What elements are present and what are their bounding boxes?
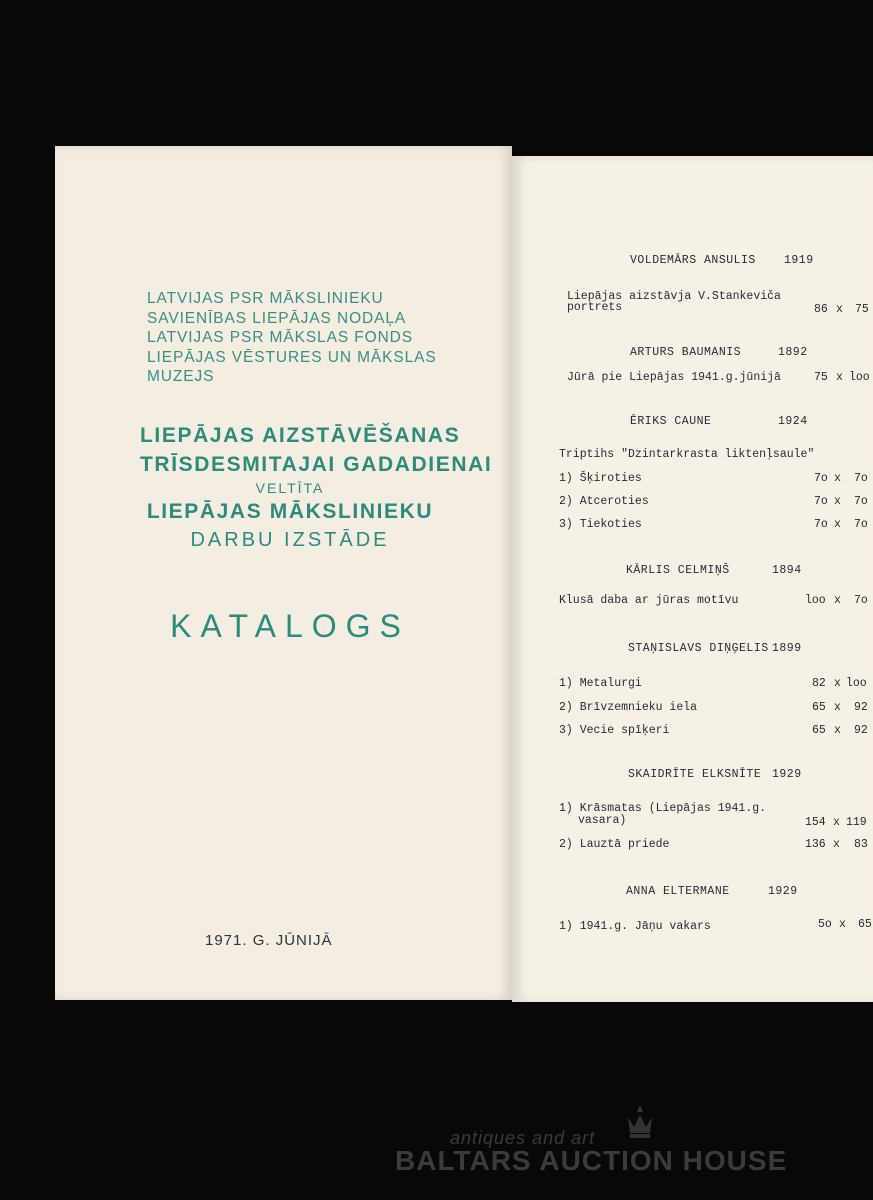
auction-house-watermark xyxy=(395,1128,865,1177)
artist-year: 1892 xyxy=(778,346,808,359)
artist-name: ANNA ELTERMANE xyxy=(626,885,730,898)
work-width: 65 xyxy=(812,701,826,714)
work-width: 5o xyxy=(818,918,832,931)
watermark-tagline: antiques and art xyxy=(450,1128,596,1148)
work-title: Klusā daba ar jūras motīvu xyxy=(559,594,739,607)
exhibition-date: 1971. G. JŪNIJĀ xyxy=(205,932,333,949)
work-title: Liepājas aizstāvja V.Stankeviča xyxy=(567,290,781,303)
work-title-cont: portrets xyxy=(567,301,623,314)
work-height: 92 xyxy=(854,701,868,714)
watermark-name: BALTARS AUCTION HOUSE xyxy=(395,1145,788,1176)
work-width: 65 xyxy=(812,724,826,737)
title-line: VELTĪTA xyxy=(255,480,325,496)
work-title: 2) Brīvzemnieku iela xyxy=(559,701,698,714)
work-title: 2) Atceroties xyxy=(559,495,649,508)
work-width: 75 xyxy=(814,371,828,384)
artist-name: SKAIDRĪTE ELKSNĪTE xyxy=(628,768,762,781)
work-height: 65 xyxy=(858,918,872,931)
work-height: 92 xyxy=(854,724,868,737)
artist-year: 1919 xyxy=(784,254,814,267)
work-title: 1) Krāsmatas (Liepājas 1941.g. xyxy=(559,802,767,815)
artist-name: ĒRIKS CAUNE xyxy=(630,415,712,428)
triptych-title: Triptihs "Dzintarkrasta liktenļsaule" xyxy=(559,448,815,461)
work-height: 7o xyxy=(854,518,868,531)
work-width: 7o xyxy=(814,495,828,508)
work-width: 82 xyxy=(812,677,826,690)
catalog-heading: KATALOGS xyxy=(170,608,410,644)
publisher-block xyxy=(147,289,467,387)
work-width: loo xyxy=(805,594,826,607)
artist-year: 1929 xyxy=(768,885,798,898)
work-height: 7o xyxy=(854,495,868,508)
publisher-line: LIEPĀJAS VĒSTURES UN MĀKSLAS xyxy=(147,348,437,366)
title-line: DARBU IZSTĀDE xyxy=(190,529,390,551)
work-title: Jūrā pie Liepājas 1941.g.jūnijā xyxy=(567,371,781,384)
exhibition-title xyxy=(140,421,493,554)
work-title: 1) Metalurgi xyxy=(559,677,642,690)
work-title: 3) Vecie spīķeri xyxy=(559,724,670,737)
work-height: loo xyxy=(849,371,870,384)
work-width: 136 xyxy=(805,838,826,851)
work-title: 2) Lauztā priede xyxy=(559,838,670,851)
artist-year: 1924 xyxy=(778,415,808,428)
publisher-line: MUZEJS xyxy=(147,368,215,385)
work-height: 7o xyxy=(854,472,868,485)
work-height: 119 xyxy=(846,816,867,829)
artist-name: ARTURS BAUMANIS xyxy=(630,346,742,359)
work-title: 1) Šķiroties xyxy=(559,472,642,485)
work-height: 7o xyxy=(854,594,868,607)
catalog-list-page: VOLDEMĀRS ANSULIS 1919 Liepājas aizstāvja V.Stankeviča portrets 86 x 75 ARTURS BAUMANIS 1892 Jūrā pie Liepājas 1941.g.jūnijā 75 x loo ĒRIKS CAUNE 1924 Triptihs "Dzintarkrasta liktenļsaule" 1) Šķiroties 7o x 7o 2) Atceroties 7o x 7o 3) Tiekoties 7o x 7o KĀRLIS CELMIŅŠ 1894 Klusā daba ar jūras motīvu loo x 7o STAŅISLAVS DIŅĢELIS 1899 1) Metalurgi 82 x loo 2) Brīvzemnieku iela 65 x 92 3) Vecie spīķeri 65 x 92 SKAIDRĪTE ELKSNĪTE 1929 1) Krāsmatas (Liepājas 1941.g. vasara) 154 x 119 2) Lauztā priede 136 x 83 ANNA ELTERMANE 1929 1) 1941.g. Jāņu vakars 5o x 65 xyxy=(512,156,873,1002)
work-height: 75 xyxy=(855,303,869,316)
work-height: 83 xyxy=(854,838,868,851)
title-line: LIEPĀJAS AIZSTĀVĒŠANAS xyxy=(140,424,461,447)
publisher-line: SAVIENĪBAS LIEPĀJAS NODAĻA xyxy=(147,309,407,327)
publisher-line: LATVIJAS PSR MĀKSLAS FONDS xyxy=(147,329,414,346)
artist-year: 1899 xyxy=(772,642,802,655)
work-width: 7o xyxy=(814,472,828,485)
work-width: 154 xyxy=(805,816,826,829)
artist-name: STAŅISLAVS DIŅĢELIS xyxy=(628,642,769,655)
artist-name: KĀRLIS CELMIŅŠ xyxy=(626,564,730,577)
title-line: LIEPĀJAS MĀKSLINIEKU xyxy=(146,500,434,523)
work-width: 86 xyxy=(814,303,828,316)
artist-year: 1929 xyxy=(772,768,802,781)
title-line: TRĪSDESMITAJAI GADADIENAI xyxy=(140,453,493,476)
work-width: 7o xyxy=(814,518,828,531)
work-title-cont: vasara) xyxy=(578,814,627,827)
catalog-cover-page xyxy=(55,146,512,1000)
publisher-line: LATVIJAS PSR MĀKSLINIEKU xyxy=(147,290,384,307)
work-title: 1) 1941.g. Jāņu vakars xyxy=(559,920,711,933)
artist-year: 1894 xyxy=(772,564,802,577)
artist-name: VOLDEMĀRS ANSULIS xyxy=(630,254,756,267)
work-height: loo xyxy=(846,677,867,690)
work-title: 3) Tiekoties xyxy=(559,518,642,531)
